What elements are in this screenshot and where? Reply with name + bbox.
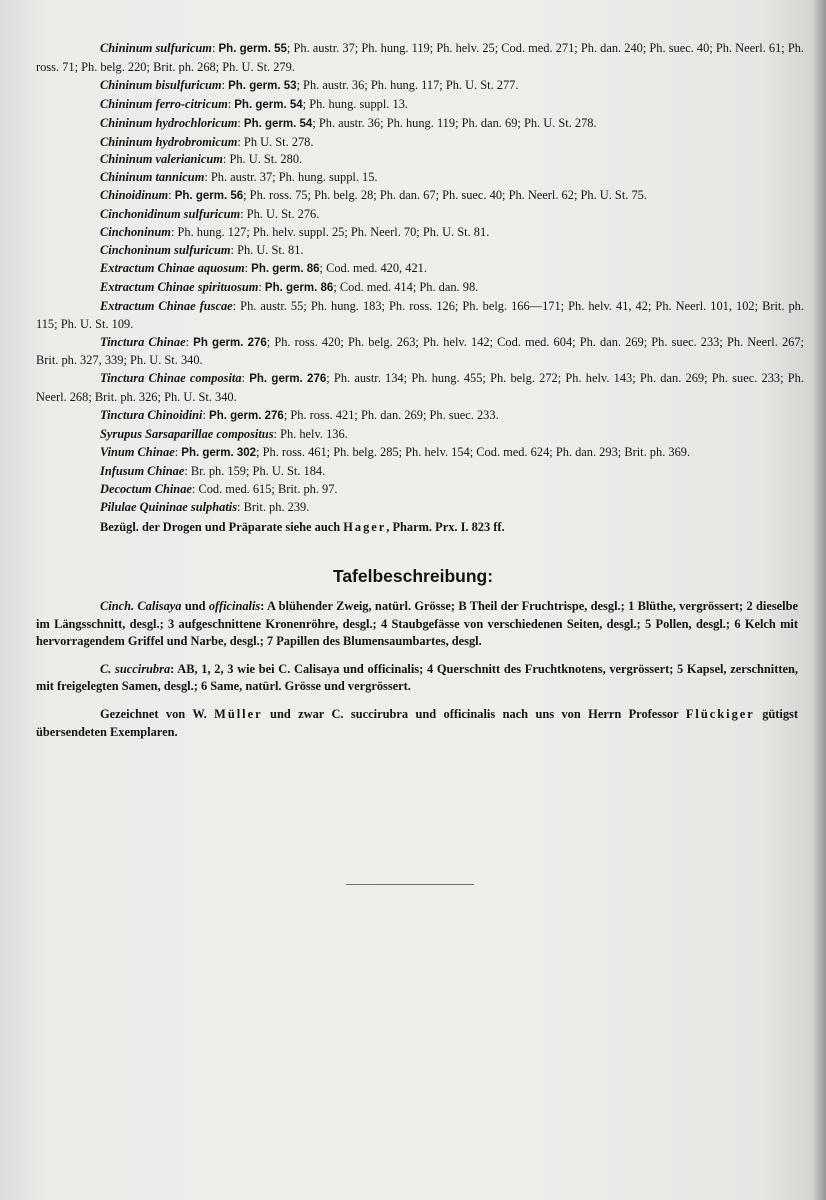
pharmacopoeia-reference: Ph. hung. 117 xyxy=(370,77,440,92)
preparation-entry: Extractum Chinae spirituosum: Ph. germ. 86; Cod. med. 414; Ph. dan. 98. xyxy=(100,279,479,294)
pharmacopoeia-reference: Cod. med. 624 xyxy=(476,444,550,459)
pharmacopoeia-reference: Brit. ph. 327, 339 xyxy=(36,353,124,368)
pharmacopoeia-reference: Ph. U. St. 277. xyxy=(445,77,519,92)
note-citation: , Pharm. Prx. I. 823 ff. xyxy=(386,519,505,534)
description-paragraph-calisaya xyxy=(36,598,798,651)
pharmacopoeia-reference: Ph. ross. 126 xyxy=(389,298,455,313)
pharmacopoeia-reference: Ph. belg. 220 xyxy=(81,59,147,74)
description-paragraph-credits xyxy=(36,706,798,741)
pharmacopoeia-reference: Ph. hung. suppl. 13. xyxy=(309,96,408,111)
page-edge-shadow xyxy=(812,0,826,1200)
pharmacopoeia-reference: Ph. germ. 56 xyxy=(174,190,244,203)
preparation-entry: Decoctum Chinae: Cod. med. 615; Brit. ph. 97. xyxy=(100,481,338,496)
preparation-entry: Syrupus Sarsaparillae compositus: Ph. helv. 136. xyxy=(100,427,348,442)
preparation-entry: Cinchoninum sulfuricum: Ph. U. St. 81. xyxy=(100,242,304,257)
preparation-entry: Chininum ferro-citricum: Ph. germ. 54; Ph. hung. suppl. 13. xyxy=(100,96,408,111)
pharmacopoeia-reference: Ph. dan. 293 xyxy=(555,444,618,459)
pharmacopoeia-reference: Ph. suec. 233 xyxy=(711,371,781,386)
pharmacopoeia-reference: Ph. U. St. 109. xyxy=(60,316,134,331)
preparations-list xyxy=(36,40,804,536)
pharmacopoeia-reference: Ph U. St. 278. xyxy=(243,134,314,149)
preparation-entry: Infusum Chinae: Br. ph. 159; Ph. U. St. 184. xyxy=(100,463,326,478)
pharmacopoeia-reference: Cod. med. 271 xyxy=(501,41,575,55)
pharmacopoeia-reference: Ph. ross. 461 xyxy=(262,444,327,459)
preparation-entry: Chininum sulfuricum: Ph. germ. 55; Ph. austr. 37; Ph. hung. 119; Ph. helv. 25; Cod. med. 271; Ph. dan. 240; Ph. suec. 40; Ph. Neerl. 61; Ph. ross. 71; Ph. belg. 220; Brit. ph. 268; Ph. U. St. 279. xyxy=(36,41,805,74)
pharmacopoeia-reference: Ph. U. St. 279. xyxy=(222,59,295,74)
pharmacopoeia-reference: Brit. ph. 115 xyxy=(36,298,804,331)
preparation-entry: Cinchonidinum sulfuricum: Ph. U. St. 276. xyxy=(100,207,320,222)
pharmacopoeia-reference: Brit. ph. 97. xyxy=(277,481,338,496)
pharmacopoeia-reference: Ph. dan. 269 xyxy=(579,334,644,349)
preparation-name: Pilulae Quininae sulphatis xyxy=(100,499,238,514)
pharmacopoeia-reference: Ph. helv. 136. xyxy=(280,427,348,442)
pharmacopoeia-reference: Ph. ross. 421 xyxy=(290,408,355,423)
description-text-succirubra: : AB, 1, 2, 3 wie bei C. Calisaya und officinalis; 4 Querschnitt des Fruchtknotens, vergrössert; 5 Kapsel, zerschnitten, mit freigelegten Samen, desgl.; 6 Same, natürl. Grösse und vergrössert. xyxy=(36,661,798,694)
pharmacopoeia-reference: Ph. U. St. 81. xyxy=(237,242,304,257)
species-name-calisaya: Cinch. Calisaya xyxy=(100,599,182,613)
pharmacopoeia-reference: Ph. austr. 36 xyxy=(318,115,381,130)
pharmacopoeia-reference: Ph. U. St. 340. xyxy=(129,353,203,368)
pharmacopoeia-reference: Ph. dan. 240 xyxy=(580,41,643,55)
pharmacopoeia-reference: Ph. U. St. 75. xyxy=(580,188,647,203)
pharmacopoeia-reference: Ph. belg. 166—171 xyxy=(462,298,561,313)
conjunction-text: und xyxy=(181,599,209,613)
preparation-entry: Chininum valerianicum: Ph. U. St. 280. xyxy=(100,152,303,167)
pharmacopoeia-reference: Ph. dan. 269 xyxy=(639,371,705,386)
pharmacopoeia-reference: Ph. Neerl. 61 xyxy=(715,41,782,55)
pharmacopoeia-reference: Ph. belg. 28 xyxy=(314,188,374,203)
pharmacopoeia-reference: Ph. U. St. 278. xyxy=(523,115,597,130)
pharmacopoeia-reference: Ph. helv. 41, 42 xyxy=(568,298,648,313)
pharmacopoeia-reference: Ph. austr. 134 xyxy=(333,371,404,386)
pharmacopoeia-reference: Ph. germ. 86 xyxy=(251,262,320,275)
pharmacopoeia-reference: Ph. Neerl. 101, 102 xyxy=(655,298,755,313)
pharmacopoeia-reference: Ph. belg. 263 xyxy=(347,334,416,349)
preparation-name: Infusum Chinae xyxy=(100,463,185,478)
pharmacopoeia-reference: Ph. ross. 420 xyxy=(274,334,341,349)
pharmacopoeia-reference: Brit. ph. 268 xyxy=(153,59,216,74)
pharmacopoeia-reference: Ph. hung. 127 xyxy=(177,225,247,240)
pharmacopoeia-reference: Brit. ph. 326 xyxy=(94,390,158,405)
pharmacopoeia-reference: Ph. germ. 86 xyxy=(264,281,334,294)
credits-text-b: und zwar C. succirubra und officinalis nach uns von Herrn Professor xyxy=(270,706,679,721)
preparation-entry: Tinctura Chinae: Ph germ. 276; Ph. ross. 420; Ph. belg. 263; Ph. helv. 142; Cod. med. 604; Ph. dan. 269; Ph. suec. 233; Ph. Neerl. 267; Brit. ph. 327, 339; Ph. U. St. 340. xyxy=(36,334,804,368)
pharmacopoeia-reference: Ph. ross. 75 xyxy=(249,188,308,203)
species-name-succirubra: C. succirubra xyxy=(100,661,171,676)
pharmacopoeia-reference: Ph. Neerl. 268 xyxy=(36,371,804,405)
pharmacopoeia-reference: Ph. dan. 67 xyxy=(379,188,436,203)
preparation-entry: Pilulae Quininae sulphatis: Brit. ph. 239. xyxy=(100,499,310,514)
preparation-name: Syrupus Sarsaparillae compositus xyxy=(100,427,274,442)
pharmacopoeia-reference: Ph. U. St. 280. xyxy=(229,152,303,167)
pharmacopoeia-reference: Ph. helv. 143 xyxy=(565,371,633,386)
pharmacopoeia-reference: Ph. austr. 37 xyxy=(293,41,355,55)
preparation-entry: Cinchoninum: Ph. hung. 127; Ph. helv. suppl. 25; Ph. Neerl. 70; Ph. U. St. 81. xyxy=(100,225,490,240)
preparation-name: Chinoidinum xyxy=(100,188,169,203)
pharmacopoeia-reference: Ph. germ. 276 xyxy=(249,373,327,386)
illustrator-name: Müller xyxy=(214,706,263,721)
pharmacopoeia-reference: Ph. austr. 37 xyxy=(210,170,273,185)
preparation-entry: Chininum hydrobromicum: Ph U. St. 278. xyxy=(100,134,314,149)
preparation-name: Chininum bisulfuricum xyxy=(100,77,222,92)
pharmacopoeia-reference: Ph. dan. 98. xyxy=(419,279,479,294)
preparation-name: Extractum Chinae aquosum xyxy=(100,260,245,275)
closing-rule xyxy=(346,884,474,885)
preparation-name: Cinchoninum sulfuricum xyxy=(100,242,231,257)
preparation-entry: Chininum tannicum: Ph. austr. 37; Ph. hung. suppl. 15. xyxy=(100,170,378,185)
pharmacopoeia-reference: Ph. U. St. 81. xyxy=(422,225,490,240)
pharmacopoeia-reference: Ph. belg. 285 xyxy=(333,444,399,459)
pharmacopoeia-reference: Ph. hung. suppl. 15. xyxy=(278,170,378,185)
preparation-entry: Tinctura Chinae composita: Ph. germ. 276; Ph. austr. 134; Ph. hung. 455; Ph. belg. 272; Ph. helv. 143; Ph. dan. 269; Ph. suec. 233; Ph. Neerl. 268; Brit. ph. 326; Ph. U. St. 340. xyxy=(36,371,804,405)
pharmacopoeia-reference: Cod. med. 615 xyxy=(198,481,272,496)
pharmacopoeia-reference: Ph. hung. 455 xyxy=(411,371,483,386)
pharmacopoeia-reference: Ph. suec. 233. xyxy=(429,408,499,423)
pharmacopoeia-reference: Ph. germ. 55 xyxy=(218,43,287,55)
pharmacopoeia-reference: Ph. hung. 183 xyxy=(310,298,382,313)
pharmacopoeia-reference: Cod. med. 420, 421. xyxy=(326,260,427,275)
preparation-entry: Extractum Chinae aquosum: Ph. germ. 86; Cod. med. 420, 421. xyxy=(100,260,427,275)
pharmacopoeia-reference: Ph. austr. 55 xyxy=(240,298,304,313)
species-name-officinalis: officinalis xyxy=(208,599,261,613)
pharmacopoeia-reference: Ph. U. St. 340. xyxy=(164,390,237,405)
preparation-name: Chininum hydrochloricum xyxy=(100,115,238,130)
pharmacopoeia-reference: Ph. Neerl. 267 xyxy=(726,334,801,349)
pharmacopoeia-reference: Ph. belg. 272 xyxy=(490,371,558,386)
pharmacopoeia-reference: Ph. germ. 302 xyxy=(181,446,257,459)
pharmacopoeia-reference: Cod. med. 414 xyxy=(339,279,413,294)
pharmacopoeia-reference: Ph. helv. suppl. 25 xyxy=(252,225,345,240)
plate-description xyxy=(36,598,798,741)
pharmacopoeia-reference: Ph. dan. 69 xyxy=(461,115,518,130)
pharmacopoeia-reference: Ph. U. St. 184. xyxy=(252,463,326,478)
pharmacopoeia-reference: Ph. dan. 269 xyxy=(360,408,423,423)
pharmacopoeia-reference: Ph. germ. 53 xyxy=(228,79,297,92)
preparation-entry: Extractum Chinae fuscae: Ph. austr. 55; Ph. hung. 183; Ph. ross. 126; Ph. belg. 166—171; Ph. helv. 41, 42; Ph. Neerl. 101, 102; Brit. ph. 115; Ph. U. St. 109. xyxy=(36,298,804,331)
note-text: Bezügl. der Drogen und Präparate siehe auch xyxy=(100,519,341,534)
preparation-name: Cinchonidinum sulfuricum xyxy=(100,207,241,222)
professor-name: Flückiger xyxy=(685,706,755,721)
preparation-name: Chininum ferro-citricum xyxy=(100,96,228,111)
pharmacopoeia-reference: Ph. U. St. 276. xyxy=(246,207,320,222)
pharmacopoeia-reference: Ph. helv. 25 xyxy=(436,41,495,55)
pharmacopoeia-reference: Ph. germ. 54 xyxy=(234,98,303,111)
preparation-name: Cinchoninum xyxy=(100,225,171,240)
preparation-entry: Tinctura Chinoidini: Ph. germ. 276; Ph. ross. 421; Ph. dan. 269; Ph. suec. 233. xyxy=(100,408,499,423)
preparation-entry: Chinoidinum: Ph. germ. 56; Ph. ross. 75; Ph. belg. 28; Ph. dan. 67; Ph. suec. 40; Ph. Neerl. 62; Ph. U. St. 75. xyxy=(100,188,647,203)
preparation-name: Extractum Chinae fuscae xyxy=(100,298,233,313)
pharmacopoeia-reference: Ph. germ. 276 xyxy=(209,410,284,423)
pharmacopoeia-reference: Ph. suec. 233 xyxy=(651,334,720,349)
pharmacopoeia-reference: Ph. helv. 142 xyxy=(422,334,490,349)
preparation-entry: Chininum hydrochloricum: Ph. germ. 54; Ph. austr. 36; Ph. hung. 119; Ph. dan. 69; Ph. U. St. 278. xyxy=(100,115,597,130)
pharmacopoeia-reference: Brit. ph. 369. xyxy=(624,444,691,459)
preparation-entry: Vinum Chinae: Ph. germ. 302; Ph. ross. 461; Ph. belg. 285; Ph. helv. 154; Cod. med. 624; Ph. dan. 293; Brit. ph. 369. xyxy=(100,444,691,459)
pharmacopoeia-reference: Ph. helv. 154 xyxy=(405,444,470,459)
credits-text-c: gütigst übersendeten Exemplaren. xyxy=(36,706,798,739)
pharmacopoeia-reference: Ph. germ. 54 xyxy=(243,117,313,130)
pharmacopoeia-reference: Cod. med. 604 xyxy=(497,334,573,349)
note-author: Hager xyxy=(343,519,387,534)
preparation-name: Chininum sulfuricum xyxy=(100,41,212,55)
preparation-name: Tinctura Chinae xyxy=(100,334,186,349)
pharmacopoeia-reference: Ph. ross. 71 xyxy=(36,41,805,74)
preparation-name: Vinum Chinae xyxy=(100,444,175,459)
pharmacopoeia-reference: Ph. suec. 40 xyxy=(442,188,503,203)
preparation-name: Chininum valerianicum xyxy=(100,152,223,167)
pharmacopoeia-reference: Ph germ. 276 xyxy=(193,336,267,349)
pharmacopoeia-reference: Ph. austr. 36 xyxy=(303,77,365,92)
pharmacopoeia-reference: Ph. Neerl. 62 xyxy=(508,188,574,203)
reference-note xyxy=(36,519,804,537)
plate-description-heading: Tafelbeschreibung: xyxy=(332,566,494,586)
preparation-name: Extractum Chinae spirituosum xyxy=(100,279,259,294)
pharmacopoeia-reference: Ph. hung. 119 xyxy=(386,115,456,130)
preparation-name: Tinctura Chinae composita xyxy=(100,371,242,386)
pharmacopoeia-reference: Brit. ph. 239. xyxy=(243,499,310,514)
preparation-name: Decoctum Chinae xyxy=(100,481,192,496)
description-paragraph-succirubra xyxy=(36,661,798,696)
preparation-name: Chininum hydrobromicum xyxy=(100,134,238,149)
preparation-name: Chininum tannicum xyxy=(100,170,205,185)
preparation-entry: Chininum bisulfuricum: Ph. germ. 53; Ph. austr. 36; Ph. hung. 117; Ph. U. St. 277. xyxy=(100,77,519,92)
description-text-calisaya: : A blühender Zweig, natürl. Grösse; B Theil der Fruchtrispe, desgl.; 1 Blüthe, vergrössert; 2 dieselbe im Längsschnitt, desgl.; 3 aufgeschnittene Kronenröhre, desgl.; 4 Staubgefässe von verschiedenen Seiten, desgl.; 5 Pollen, desgl.; 6 Kelch mit hervorragendem Griffel und Narbe, desgl.; 7 Papillen des Blumensaumbartes, desgl. xyxy=(36,599,798,649)
pharmacopoeia-reference: Ph. suec. 40 xyxy=(649,41,710,55)
pharmacopoeia-reference: Br. ph. 159 xyxy=(190,463,246,478)
pharmacopoeia-reference: Ph. Neerl. 70 xyxy=(350,225,417,240)
credits-text-a: Gezeichnet von W. xyxy=(100,706,207,721)
preparation-name: Tinctura Chinoidini xyxy=(100,408,203,423)
pharmacopoeia-reference: Ph. hung. 119 xyxy=(361,41,430,55)
